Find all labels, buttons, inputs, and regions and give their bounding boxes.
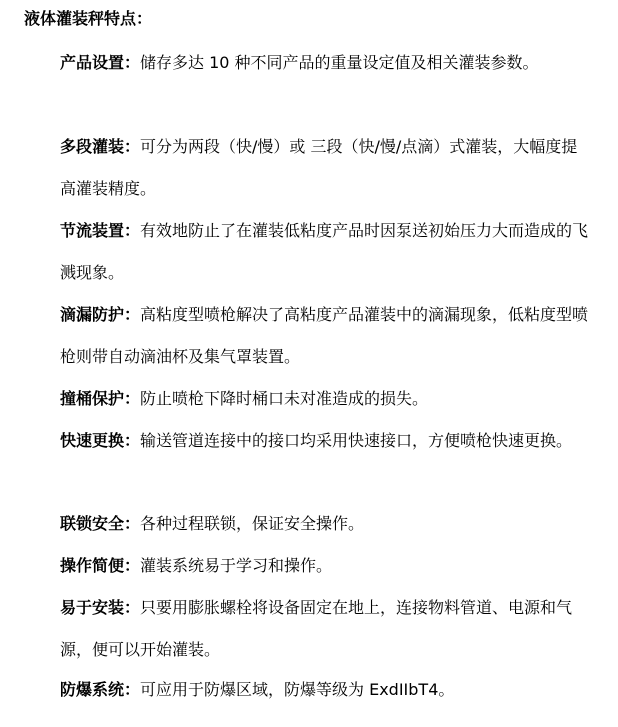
feature-label: 撞桶保护： <box>60 389 141 408</box>
feature-item <box>60 210 590 294</box>
feature-item <box>60 669 590 711</box>
feature-text: 防止喷枪下降时桶口未对准造成的损失。 <box>140 389 429 408</box>
feature-label: 快速更换： <box>60 431 141 450</box>
feature-item <box>60 378 590 420</box>
feature-text: 可应用于防爆区域，防爆等级为 ExdIIbT4。 <box>140 680 455 699</box>
feature-text: 储存多达 10 种不同产品的重量设定值及相关灌装参数。 <box>140 53 539 72</box>
feature-text: 可分为两段（快/慢）或 三段（快/慢/点滴）式灌装，大幅度提高灌装精度。 <box>60 137 578 198</box>
feature-label: 联锁安全： <box>60 514 141 533</box>
feature-item <box>60 126 590 210</box>
feature-text: 有效地防止了在灌装低粘度产品时因泵送初始压力大而造成的飞溅现象。 <box>60 221 589 282</box>
feature-item <box>60 587 590 671</box>
feature-label: 易于安装： <box>60 598 141 617</box>
feature-text: 高粘度型喷枪解决了高粘度产品灌装中的滴漏现象，低粘度型喷枪则带自动滴油杯及集气罩装置。 <box>60 305 589 366</box>
feature-item <box>60 42 590 84</box>
feature-item <box>60 420 590 462</box>
feature-label: 防爆系统： <box>60 680 141 699</box>
feature-label: 产品设置： <box>60 53 141 72</box>
feature-item <box>60 294 590 378</box>
feature-text: 只要用膨胀螺栓将设备固定在地上，连接物料管道、电源和气源，便可以开始灌装。 <box>60 598 573 659</box>
feature-text: 输送管道连接中的接口均采用快速接口，方便喷枪快速更换。 <box>140 431 573 450</box>
feature-label: 滴漏防护： <box>60 305 141 324</box>
feature-label: 节流装置： <box>60 221 141 240</box>
feature-item <box>60 545 590 587</box>
feature-item <box>60 503 590 545</box>
feature-text: 灌装系统易于学习和操作。 <box>140 556 333 575</box>
feature-label: 操作简便： <box>60 556 141 575</box>
document-title: 液体灌装秤特点： <box>24 9 153 28</box>
feature-label: 多段灌装： <box>60 137 141 156</box>
feature-text: 各种过程联锁，保证安全操作。 <box>140 514 365 533</box>
